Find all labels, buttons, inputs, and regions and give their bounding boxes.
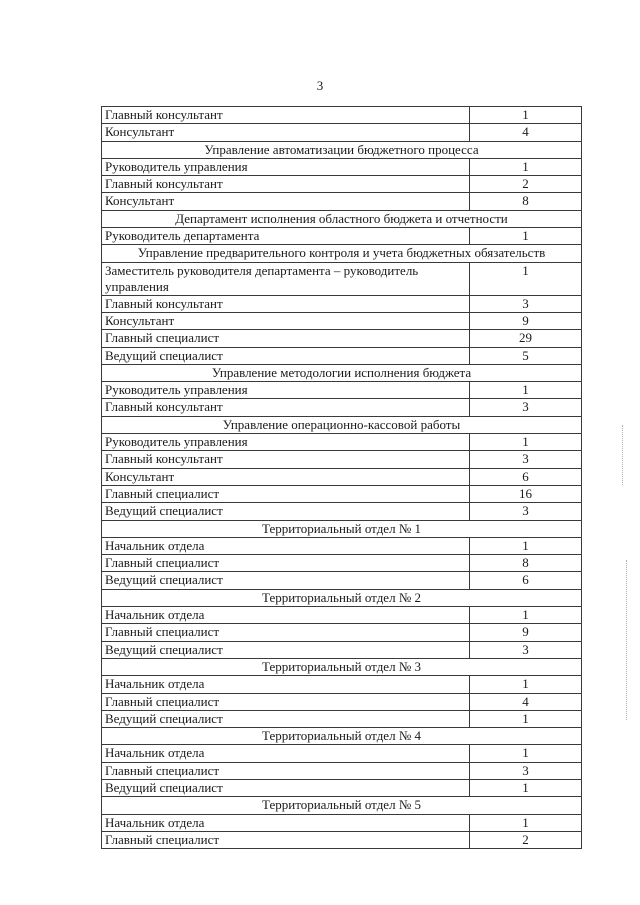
- position-name: Главный специалист: [102, 693, 470, 710]
- section-title: Территориальный отдел № 3: [102, 658, 582, 675]
- table-row: [102, 176, 582, 193]
- position-count: 1: [470, 382, 582, 399]
- table-row: [102, 468, 582, 485]
- position-count: 1: [470, 676, 582, 693]
- position-name: Руководитель управления: [102, 158, 470, 175]
- position-name: Главный консультант: [102, 295, 470, 312]
- position-count: 5: [470, 347, 582, 364]
- section-title: Управление операционно-кассовой работы: [102, 416, 582, 433]
- staff-table: [101, 106, 582, 849]
- position-count: 2: [470, 176, 582, 193]
- position-name: Руководитель департамента: [102, 228, 470, 245]
- section-title: Территориальный отдел № 2: [102, 589, 582, 606]
- table-row: [102, 107, 582, 124]
- position-name: Консультант: [102, 312, 470, 329]
- position-name: Начальник отдела: [102, 676, 470, 693]
- table-row: [102, 262, 582, 295]
- position-count: 3: [470, 762, 582, 779]
- section-title: Управление автоматизации бюджетного процесса: [102, 141, 582, 158]
- position-count: 1: [470, 107, 582, 124]
- table-row: [102, 745, 582, 762]
- position-name: Главный специалист: [102, 762, 470, 779]
- position-count: 9: [470, 624, 582, 641]
- position-count: 4: [470, 124, 582, 141]
- table-row: [102, 762, 582, 779]
- table-row: [102, 779, 582, 796]
- position-name: Начальник отдела: [102, 607, 470, 624]
- section-header-row: [102, 658, 582, 675]
- position-count: 3: [470, 295, 582, 312]
- section-title: Департамент исполнения областного бюджета и отчетности: [102, 210, 582, 227]
- position-name: Ведущий специалист: [102, 347, 470, 364]
- table-row: [102, 347, 582, 364]
- scan-margin-mark: [622, 425, 624, 485]
- position-count: 2: [470, 831, 582, 848]
- table-row: [102, 607, 582, 624]
- position-name: Консультант: [102, 468, 470, 485]
- position-name: Заместитель руководителя департамента – руководитель управления: [102, 262, 470, 295]
- position-name: Ведущий специалист: [102, 710, 470, 727]
- position-name: Начальник отдела: [102, 537, 470, 554]
- table-row: [102, 434, 582, 451]
- position-name: Начальник отдела: [102, 745, 470, 762]
- table-row: [102, 555, 582, 572]
- position-count: 3: [470, 451, 582, 468]
- table-row: [102, 228, 582, 245]
- position-name: Ведущий специалист: [102, 641, 470, 658]
- position-count: 1: [470, 434, 582, 451]
- table-row: [102, 330, 582, 347]
- scan-margin-mark: [626, 560, 628, 720]
- position-name: Ведущий специалист: [102, 572, 470, 589]
- table-row: [102, 814, 582, 831]
- position-count: 29: [470, 330, 582, 347]
- position-count: 1: [470, 814, 582, 831]
- section-title: Территориальный отдел № 1: [102, 520, 582, 537]
- section-header-row: [102, 141, 582, 158]
- section-header-row: [102, 364, 582, 381]
- position-name: Главный консультант: [102, 399, 470, 416]
- position-name: Главный специалист: [102, 330, 470, 347]
- position-name: Консультант: [102, 193, 470, 210]
- position-name: Ведущий специалист: [102, 779, 470, 796]
- position-name: Главный специалист: [102, 485, 470, 502]
- position-count: 1: [470, 537, 582, 554]
- position-name: Главный специалист: [102, 624, 470, 641]
- section-header-row: [102, 245, 582, 262]
- table-row: [102, 451, 582, 468]
- section-header-row: [102, 520, 582, 537]
- position-count: 16: [470, 485, 582, 502]
- staff-table-body: [102, 107, 582, 849]
- table-row: [102, 193, 582, 210]
- position-name: Главный консультант: [102, 107, 470, 124]
- position-count: 1: [470, 607, 582, 624]
- position-count: 9: [470, 312, 582, 329]
- position-count: 1: [470, 262, 582, 295]
- table-row: [102, 572, 582, 589]
- section-title: Управление методологии исполнения бюджета: [102, 364, 582, 381]
- section-header-row: [102, 416, 582, 433]
- position-count: 1: [470, 228, 582, 245]
- position-name: Главный консультант: [102, 176, 470, 193]
- position-count: 1: [470, 779, 582, 796]
- section-header-row: [102, 589, 582, 606]
- page-number: 3: [316, 78, 324, 93]
- table-row: [102, 624, 582, 641]
- table-row: [102, 693, 582, 710]
- table-row: [102, 710, 582, 727]
- position-name: Начальник отдела: [102, 814, 470, 831]
- table-row: [102, 312, 582, 329]
- table-row: [102, 537, 582, 554]
- position-name: Ведущий специалист: [102, 503, 470, 520]
- table-row: [102, 124, 582, 141]
- position-count: 1: [470, 745, 582, 762]
- table-row: [102, 382, 582, 399]
- position-count: 8: [470, 193, 582, 210]
- position-count: 3: [470, 641, 582, 658]
- table-row: [102, 676, 582, 693]
- position-name: Консультант: [102, 124, 470, 141]
- table-row: [102, 641, 582, 658]
- section-header-row: [102, 797, 582, 814]
- position-count: 6: [470, 468, 582, 485]
- table-row: [102, 399, 582, 416]
- section-header-row: [102, 728, 582, 745]
- table-row: [102, 831, 582, 848]
- position-count: 3: [470, 399, 582, 416]
- section-title: Территориальный отдел № 4: [102, 728, 582, 745]
- section-header-row: [102, 210, 582, 227]
- section-title: Управление предварительного контроля и учета бюджетных обязательств: [102, 245, 582, 262]
- section-title: Территориальный отдел № 5: [102, 797, 582, 814]
- position-name: Главный консультант: [102, 451, 470, 468]
- table-row: [102, 158, 582, 175]
- position-count: 4: [470, 693, 582, 710]
- position-name: Руководитель управления: [102, 382, 470, 399]
- position-name: Главный специалист: [102, 831, 470, 848]
- position-count: 1: [470, 158, 582, 175]
- position-count: 6: [470, 572, 582, 589]
- position-name: Руководитель управления: [102, 434, 470, 451]
- position-name: Главный специалист: [102, 555, 470, 572]
- position-count: 3: [470, 503, 582, 520]
- table-row: [102, 503, 582, 520]
- table-row: [102, 295, 582, 312]
- position-count: 8: [470, 555, 582, 572]
- position-count: 1: [470, 710, 582, 727]
- table-row: [102, 485, 582, 502]
